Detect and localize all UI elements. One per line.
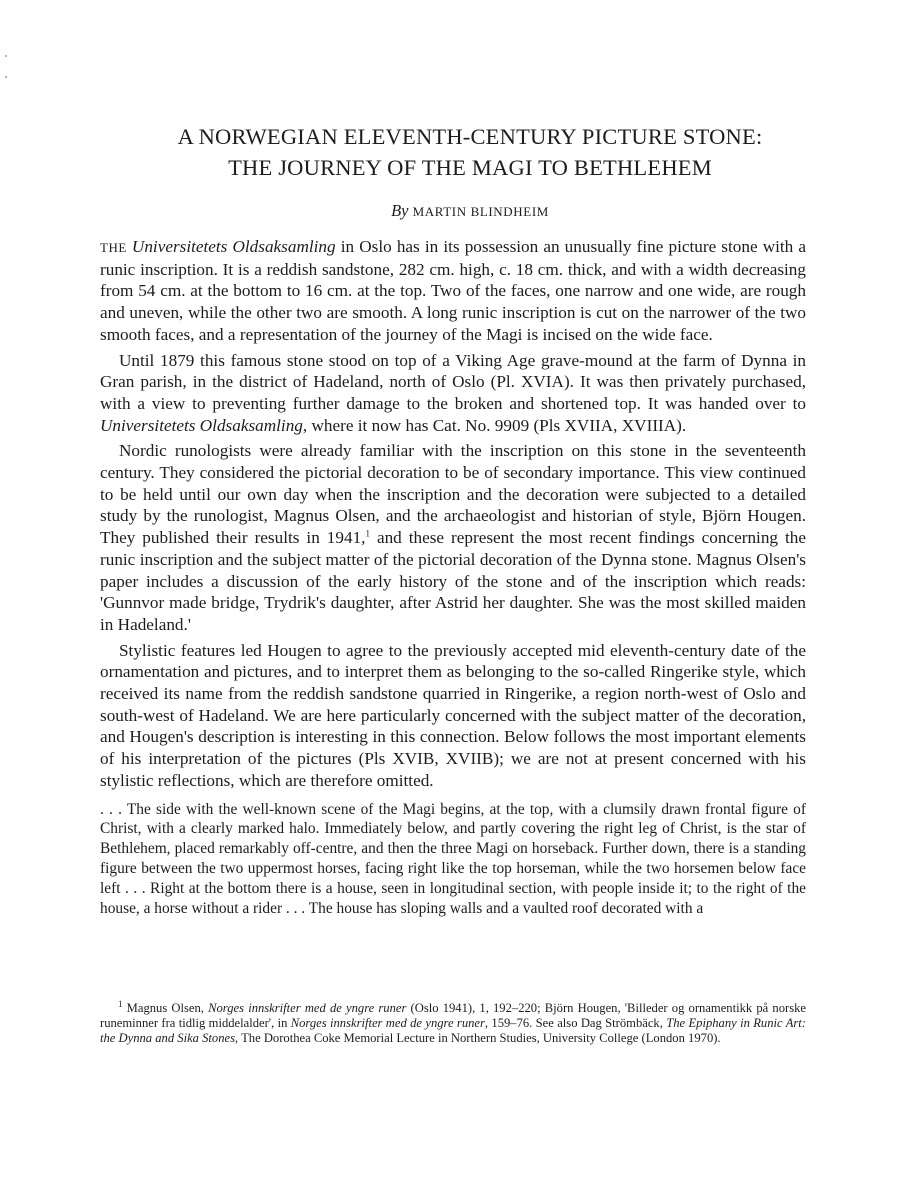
- footnote-text-4: , The Dorothea Coke Memorial Lecture in Northern Studies, University College (London 1970).: [235, 1031, 721, 1046]
- article-title: [100, 121, 840, 183]
- paragraph-3-text-end: and these represent the most recent findings concerning the runic inscription and the subject matter of the pictorial decoration of the Dynna stone. Magnus Olsen's paper includes a discussion of the early history of the stone and of the inscription which reads: 'Gunnvor made bridge, Trydrik's daughter, after Astrid her daughter. She was the most skilled maiden in Hadeland.': [100, 528, 806, 634]
- footnote-text-3: , 159–76. See also Dag Strömbäck,: [484, 1016, 667, 1031]
- paragraph-2-italic: Universitetets Oldsaksamling: [100, 415, 303, 435]
- paragraph-3-text: Nordic runologists were already familiar with the inscription on this stone in the seventeenth century. They considered the pictorial decoration to be of secondary importance. This view continued to be held until our own day when the inscription and the decoration were subjected to a detailed study by the runologist, Magnus Olsen, and the archaeologist and historian of style, Björn Hougen. They published their results in 1941,: [100, 441, 806, 548]
- scan-speck: [5, 55, 7, 57]
- paragraph-4-text: Stylistic features led Hougen to agree to the previously accepted mid eleventh-century date of the ornamentation and pictures, and to interpret them as belonging to the so-called Ringerike style, which received its name from the reddish sandstone quarried in Ringerike, a region north-west of Oslo and south-west of Hadeland. We are here particularly concerned with the subject matter of the decoration, and Hougen's description is interesting in this connection. Below follows the most important elements of his interpretation of the pictures (Pls XVIB, XVIIB); we are not at present concerned with his stylistic reflections, which are therefore omitted.: [100, 640, 806, 790]
- footnote: [100, 998, 807, 1046]
- paragraph-2: [100, 350, 806, 437]
- paragraph-2-text: Until 1879 this famous stone stood on top of a Viking Age grave-mound at the farm of Dynna in Gran parish, in the district of Hadeland, north of Oslo (Pl. XVIA). It was then privately purchased, with a view to preventing further damage to the broken and shortened top. It was handed over to: [100, 350, 806, 413]
- paragraph-1-text: in Oslo has in its possession an unusually fine picture stone with a runic inscription. It is a reddish sandstone, 282 cm. high, c. 18 cm. thick, and with a width decreasing from 54 cm. at the bottom to 16 cm. at the top. Two of the faces, one narrow and one wide, are rough and uneven, while the other two are smooth. A long runic inscription is cut on the narrower of the two smooth faces, and a representation of the journey of the Magi is incised on the wide face.: [100, 237, 807, 344]
- paragraph-3: [100, 440, 806, 635]
- title-line-1: A NORWEGIAN ELEVENTH-CENTURY PICTURE STONE:: [177, 124, 763, 149]
- footnote-mark: 1: [118, 998, 123, 1009]
- title-line-2: THE JOURNEY OF THE MAGI TO BETHLEHEM: [228, 155, 712, 180]
- paragraph-1-smallcaps: THE: [100, 240, 127, 255]
- block-quote: [100, 800, 806, 919]
- footnote-reference[interactable]: 1: [365, 528, 370, 539]
- paragraph-4: [100, 640, 806, 792]
- footnote-text-1: Magnus Olsen,: [122, 1001, 209, 1015]
- quote-text: . . . The side with the well-known scene of the Magi begins, at the top, with a clumsily drawn frontal figure of Christ, with a clearly marked halo. Immediately below, and partly covering the right leg of Christ, is the star of Bethlehem, placed remarkably off-centre, and then the three Magi on horseback. Further down, there is a standing figure between the two uppermost horses, facing right like the top horseman, while the two horsemen below face left . . . Right at the bottom there is a house, seen in longitudinal section, with people inside it; to the right of the house, a horse without a rider . . . The house has sloping walls and a vaulted roof decorated with a: [100, 800, 806, 917]
- paragraph-2-text-end: , where it now has Cat. No. 9909 (Pls XVIIA, XVIIIA).: [302, 415, 687, 435]
- byline-author: MARTIN BLINDHEIM: [412, 204, 549, 219]
- scan-speck: [5, 76, 7, 78]
- article-body: [100, 236, 806, 922]
- footnote-italic-3: The Epiphany in Runic Art: the Dynna and Sika Stones: [100, 1016, 807, 1046]
- paragraph-1: [100, 236, 806, 346]
- footnote-italic-1: Norges innskrifter med de yngre runer: [208, 1001, 407, 1015]
- byline: [100, 201, 840, 221]
- byline-by: By: [391, 201, 409, 220]
- paragraph-1-italic: Universitetets Oldsaksamling: [131, 237, 336, 256]
- footnote-italic-2: Norges innskrifter med de yngre runer: [290, 1016, 485, 1031]
- footnote-text-2: (Oslo 1941), 1, 192–220; Björn Hougen, 'Billeder og ornamentikk på norske runeminner fra tidlig middelalder', in: [100, 1001, 806, 1031]
